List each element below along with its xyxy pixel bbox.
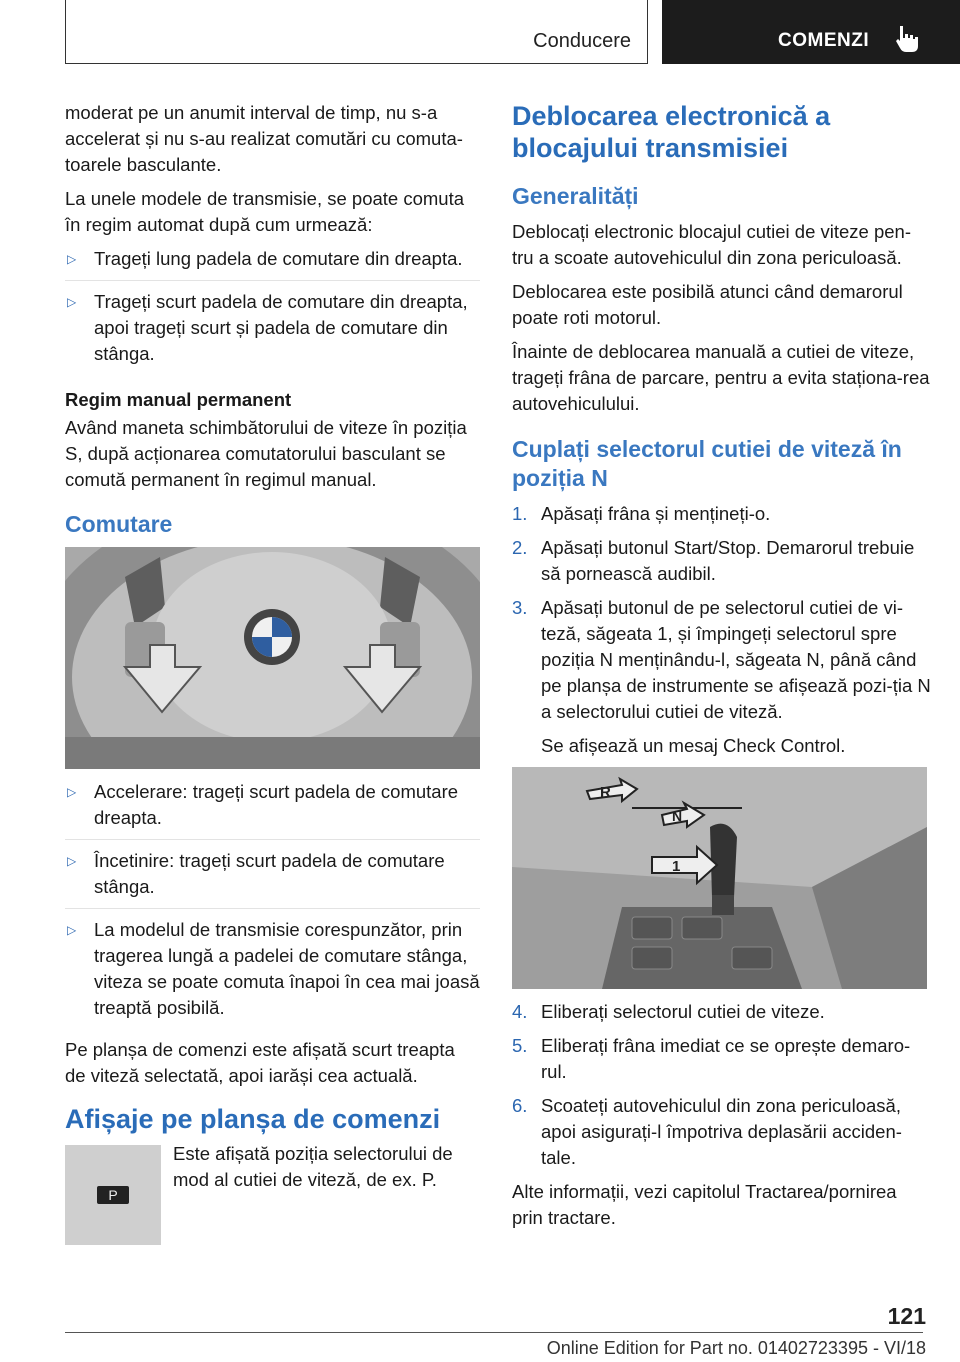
general-paragraph-2: Deblocarea este posibilă atunci când demarorul poate roti motorul. <box>512 281 903 328</box>
gear-selector-figure <box>512 767 927 989</box>
right-title: Deblocarea electronică a blocajului transmisiei <box>512 101 831 163</box>
step-item <box>512 535 932 587</box>
list-item <box>65 280 480 375</box>
step-number: 4. <box>512 1001 528 1022</box>
step-number: 2. <box>512 537 528 558</box>
list-item <box>65 839 480 908</box>
header-chapter-title: COMENZI <box>778 30 870 51</box>
step-item <box>512 1033 932 1085</box>
step-text: Apăsați frâna și mențineți-o. <box>541 503 771 524</box>
step-number: 3. <box>512 597 528 618</box>
comutare-heading: Comutare <box>65 511 173 537</box>
step-text: Apăsați butonul Start/Stop. Demarorul trebuie să pornească audibil. <box>541 537 915 584</box>
triangle-bullet-icon: ▷ <box>67 854 77 868</box>
afisaje-text: Este afișată poziția selectorului de mod al cutiei de viteză, de ex. P. <box>173 1143 453 1190</box>
step-item <box>512 501 932 527</box>
page-number: 121 <box>887 1303 926 1329</box>
intro-paragraph-1: moderat pe un anumit interval de timp, nu s-a accelerat și nu s-au realizat comutări cu comuta-toarele basculante. <box>65 102 463 175</box>
hand-pointer-icon <box>894 24 922 54</box>
list-item-text: Accelerare: trageți scurt padela de comutare dreapta. <box>94 781 459 828</box>
list-item-text: Încetinire: trageți scurt padela de comutare stânga. <box>94 850 445 897</box>
step-item <box>512 1093 932 1171</box>
comutare-after-text: Pe planșa de comenzi este afișată scurt treapta de viteză selectată, apoi iarăși cea actuală. <box>65 1039 455 1086</box>
footer-edition: Online Edition for Part no. 01402723395 - VI/18 <box>546 1338 926 1358</box>
step-item <box>512 999 932 1025</box>
intro-paragraph-2: La unele modele de transmisie, se poate comuta în regim automat după cum urmează: <box>65 188 465 235</box>
list-item-text: Trageți scurt padela de comutare din dreapta, apoi trageți scurt și padela de comutare din stânga. <box>94 291 468 364</box>
figure-label-r: R <box>600 784 611 801</box>
step-text: Scoateți autovehiculul din zona periculoasă, apoi asigurați-l împotriva deplasării acciden-tale. <box>541 1095 902 1168</box>
list-item-text: La modelul de transmisie corespunzător, prin tragerea lungă a padelei de comutare stânga, viteza se poate comuta înapoi în cea mai joasă treaptă posibilă. <box>94 919 480 1018</box>
step-text: Apăsați butonul de pe selectorul cutiei de vi-teză, săgeata 1, și împingeți selectorul spre poziția N menținându-l, săgeata N, până când pe planșa de instrumente se afișează pozi-ția N a selectorului cutiei de viteză. <box>541 597 931 722</box>
gear-p-display-icon: P <box>97 1186 129 1204</box>
triangle-bullet-icon: ▷ <box>67 252 77 266</box>
general-heading: Generalități <box>512 183 639 209</box>
manual-mode-heading: Regim manual permanent <box>65 389 292 410</box>
header-chapter-tab <box>662 0 960 64</box>
list-item-text: Trageți lung padela de comutare din dreapta. <box>94 248 463 269</box>
right-column <box>512 100 932 1239</box>
step-text: Eliberați frâna imediat ce se oprește demaro-rul. <box>541 1035 911 1082</box>
triangle-bullet-icon: ▷ <box>67 295 77 309</box>
afisaje-heading: Afișaje pe planșa de comenzi <box>65 1104 441 1134</box>
left-column <box>65 100 480 1245</box>
auto-mode-list <box>65 246 480 375</box>
closing-text: Alte informații, vezi capitolul Tractarea/pornirea prin tractare. <box>512 1181 897 1228</box>
figure-label-1: 1 <box>672 858 681 875</box>
header-section-title: Conducere <box>533 30 631 52</box>
list-item <box>65 779 480 839</box>
step-number: 1. <box>512 503 528 524</box>
step-continuation: Se afișează un mesaj Check Control. <box>541 735 846 756</box>
comutare-list <box>65 779 480 1029</box>
cuplati-heading: Cuplați selectorul cutiei de viteză în poziția N <box>512 436 902 491</box>
display-symbol-figure <box>65 1145 161 1245</box>
step-number: 6. <box>512 1095 528 1116</box>
header-section-box <box>65 0 648 64</box>
steering-wheel-figure <box>65 547 480 769</box>
general-paragraph-1: Deblocați electronic blocajul cutiei de viteze pen-tru a scoate autovehiculul din zona periculoasă. <box>512 221 911 268</box>
list-item <box>65 246 480 280</box>
footer-divider <box>65 1332 923 1333</box>
step-text: Eliberați selectorul cutiei de viteze. <box>541 1001 825 1022</box>
triangle-bullet-icon: ▷ <box>67 923 77 937</box>
step-item <box>512 595 932 759</box>
display-row <box>65 1145 480 1245</box>
manual-mode-text: Având maneta schimbătorului de viteze în poziția S, după acționarea comutatorului basculant se comută permanent în regimul manual. <box>65 417 467 490</box>
figure-label-n: N <box>672 808 683 824</box>
list-item <box>65 908 480 1029</box>
general-paragraph-3: Înainte de deblocarea manuală a cutiei de viteze, trageți frâna de parcare, pentru a evita staționa-rea autovehiculului. <box>512 341 930 414</box>
step-number: 5. <box>512 1035 528 1056</box>
triangle-bullet-icon: ▷ <box>67 785 77 799</box>
